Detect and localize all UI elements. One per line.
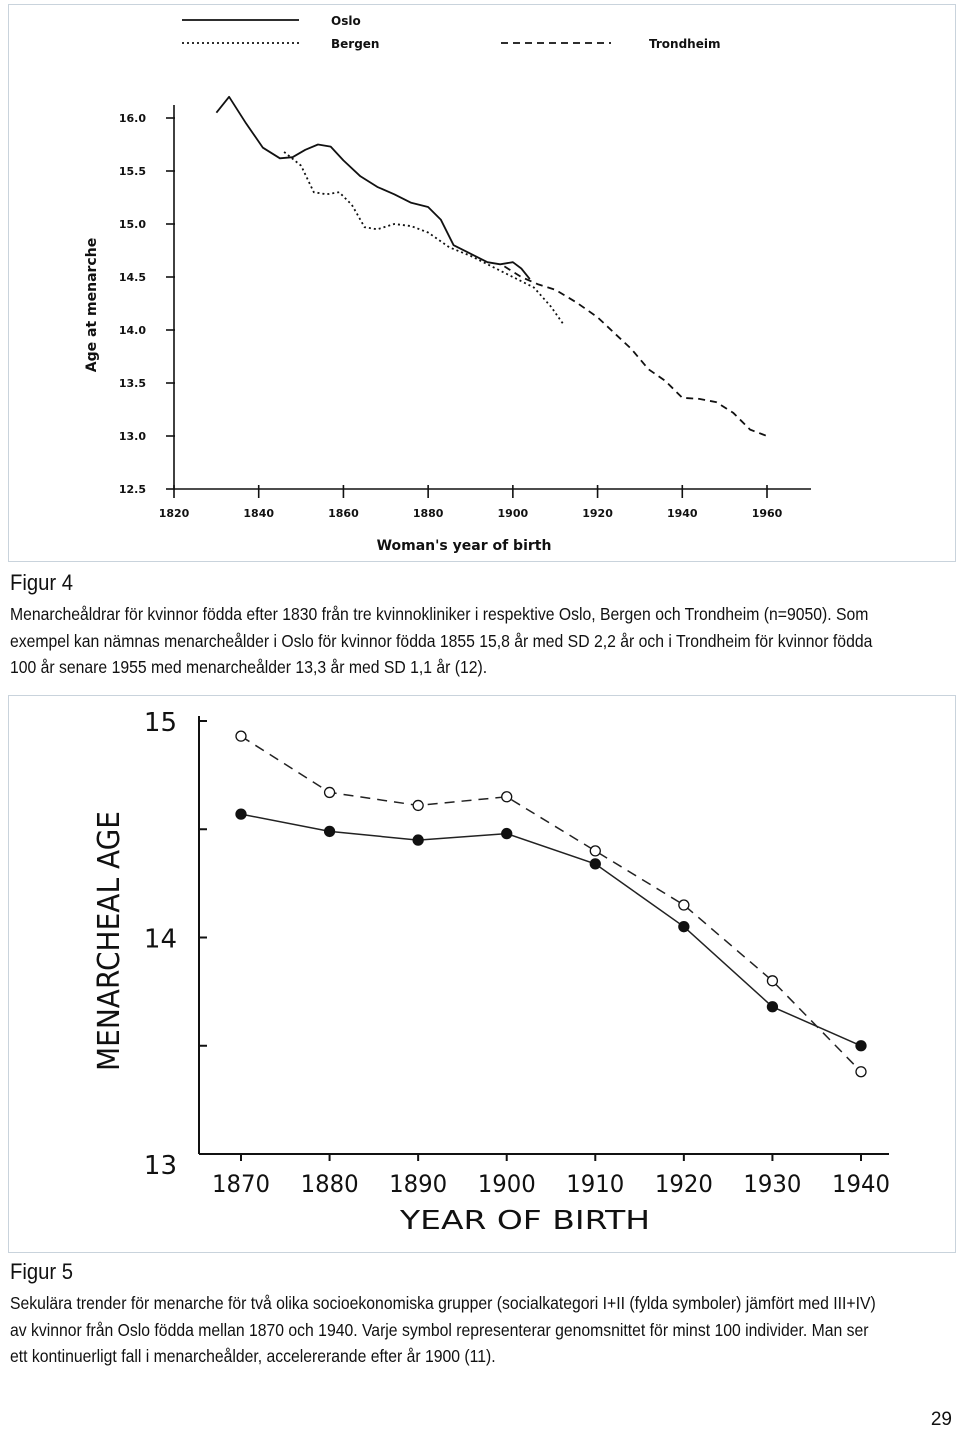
y-tick-label: 12.5 [118,483,146,496]
x-tick-label: 1870 [212,1170,270,1198]
data-point-open [236,731,246,741]
y-tick-label: 14.5 [118,271,146,284]
series-line-oslo [216,97,529,279]
data-point-filled [236,809,246,819]
legend-label-bergen: Bergen [331,37,380,51]
x-tick-label: 1940 [832,1170,890,1198]
x-tick-label: 1920 [582,507,613,520]
caption-line: exempel kan nämnas menarcheålder i Oslo för kvinnor födda 1855 15,8 år med SD 2,2 år och i Trondheim för kvinnor födda [10,630,873,651]
series-line-open [241,736,861,1071]
x-tick-label: 1820 [158,507,190,520]
x-tick-label: 1910 [566,1170,625,1198]
legend-label-trondheim: Trondheim [649,37,721,51]
figure-5-caption [10,1290,955,1370]
x-tick-label: 1860 [328,507,359,520]
caption-line: ett kontinuerligt fall i menarcheålder, accelererande efter år 1900 (11). [10,1346,496,1366]
data-point-filled [856,1041,866,1051]
x-tick-label: 1890 [389,1170,448,1198]
data-point-open [325,787,335,797]
data-point-filled [502,829,512,839]
figure-4-chart [8,4,956,562]
data-point-open [502,792,512,802]
data-point-filled [413,835,423,845]
data-point-filled [767,1002,777,1012]
y-tick-label: 13 [143,1151,177,1181]
figure-5-chart [8,695,956,1253]
data-point-filled [325,826,335,836]
x-tick-label: 1880 [300,1170,359,1198]
figure-4-caption-title: Figur 4 [10,570,74,595]
x-tick-label: 1940 [666,507,698,520]
x-tick-label: 1880 [412,507,444,520]
y-tick-label: 16.0 [118,112,146,125]
data-point-open [856,1067,866,1077]
y-tick-label: 15 [143,708,177,738]
data-point-open [590,846,600,856]
series-line-bergen [284,152,564,325]
y-tick-label: 14.0 [118,324,146,337]
data-point-open [679,900,689,910]
data-point-open [767,976,777,986]
caption-line: 100 år senare 1955 med menarcheålder 13,3 år med SD 1,1 år (12). [10,657,488,677]
y-tick-label: 13.5 [118,377,146,390]
x-tick-label: 1920 [654,1170,713,1198]
figure-5-caption-title: Figur 5 [10,1259,74,1284]
data-point-filled [679,922,689,932]
figure-4-caption [10,601,955,681]
legend-label-oslo: Oslo [331,14,361,28]
x-tick-label: 1840 [243,507,275,520]
y-tick-label: 14 [143,924,177,955]
caption-line: Sekulära trender för menarche för två olika socioekonomiska grupper (socialkategori I+II (fylda symboler) jämfört med III+IV) [10,1293,876,1313]
figure-4-svg [9,5,955,561]
y-axis-title: MENARCHEAL AGE [92,792,127,1071]
caption-line: av kvinnor från Oslo födda mellan 1870 och 1940. Varje symbol representerar genomsnittet för minst 100 individer. Man ser [10,1319,869,1340]
y-tick-label: 15.0 [118,218,146,231]
page-number: 29 [930,1409,952,1430]
x-axis-title: YEAR OF BIRTH [398,1206,650,1236]
series-line-filled [241,814,861,1046]
figure-5-svg [9,696,955,1252]
x-tick-label: 1900 [477,1170,536,1198]
x-axis-title: Woman's year of birth [376,538,552,554]
series-line-trondheim [504,266,767,436]
y-tick-label: 15.5 [118,165,146,178]
x-tick-label: 1960 [751,507,783,520]
y-tick-label: 13.0 [118,430,146,443]
y-axis-title: Age at menarche [84,237,100,373]
x-tick-label: 1930 [743,1170,802,1198]
data-point-filled [590,859,600,869]
x-tick-label: 1900 [497,507,529,520]
data-point-open [413,800,423,810]
caption-line: Menarcheåldrar för kvinnor födda efter 1830 från tre kvinnokliniker i respektive Oslo, Bergen och Trondheim (n=9050). Som [10,604,869,624]
